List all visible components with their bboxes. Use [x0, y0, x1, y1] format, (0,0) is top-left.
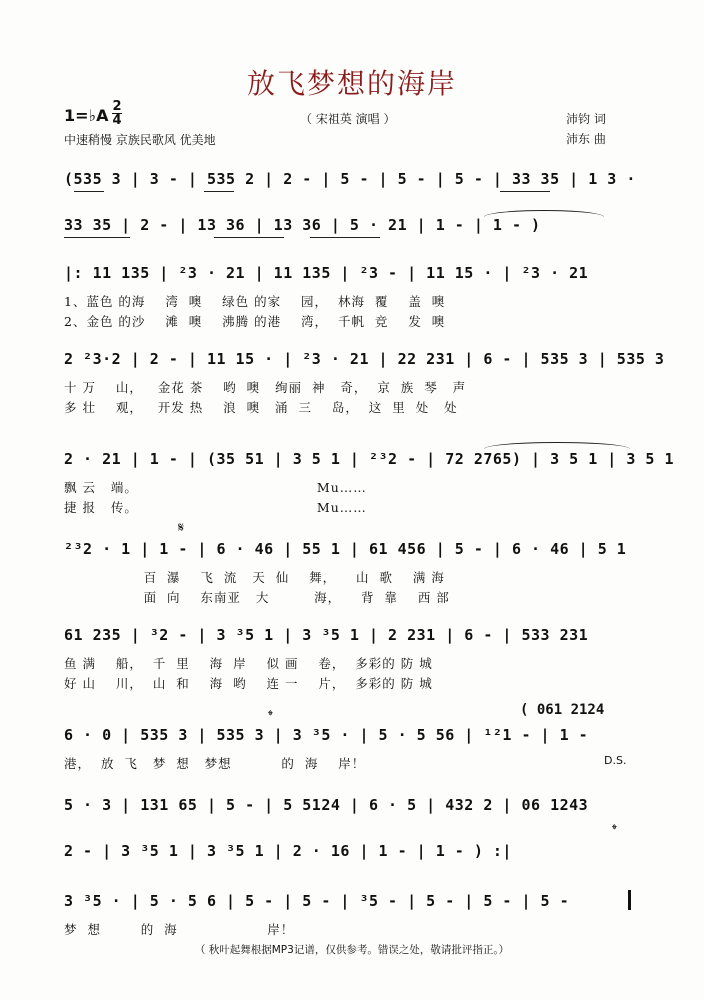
lyrics-verse-2: 多 壮 观， 开发 热 浪 噢 涌 三 岛， 这 里 处 处: [64, 400, 458, 415]
notation-line: (535 3 | 3 - | 535 2 | 2 - | 5 - | 5 - | 5 - | 33 35 | 1 3 ·: [64, 170, 636, 188]
tempo-marking: 中速稍慢 京族民歌风 优美地: [64, 133, 216, 147]
lyrics-verse-2: 面 向 东南亚 大 海， 背 靠 西 部: [64, 590, 450, 605]
coda-sign: 𝄌: [268, 708, 273, 724]
composer-credit: 沛东 曲: [566, 132, 606, 146]
notation-line: 6 · 0 | 535 3 | 535 3 | 3 ³5 · | 5 · 5 56 | ¹²1 - | 1 -: [64, 726, 589, 744]
footer-note: （ 秋叶起舞根据MP3记谱，仅供参考。错误之处，敬请批评指正。）: [194, 944, 510, 956]
lyrics-verse-1: 十 万 山， 金花 茶 哟 噢 绚丽 神 奇， 京 族 琴 声: [64, 380, 467, 395]
time-signature: [112, 100, 122, 127]
time-signature-top: 2: [112, 99, 122, 114]
lyrics-verse-2: 2、金色 的沙 滩 噢 沸腾 的港 湾， 千帆 竞 发 噢: [64, 314, 446, 329]
key-signature: 1=♭A: [64, 106, 109, 125]
singer-credit: （ 宋祖英 演唱 ）: [300, 112, 396, 126]
notation-line: 3 ³5 · | 5 · 5 6 | 5 - | 5 - | ³5 - | 5 - | 5 - | 5 -: [64, 892, 570, 910]
lyrics-verse-2: 捷 报 传。 Mu……: [64, 500, 367, 515]
lyricist-credit: 沛钧 词: [566, 112, 606, 126]
lyrics-verse-1: 鱼 满 船， 千 里 海 岸 似 画 卷， 多彩的 防 城: [64, 656, 433, 671]
lyrics-verse-1: 百 瀑 飞 流 天 仙 舞， 山 歌 满 海: [64, 570, 445, 585]
notation-line: 33 35 | 2 - | 13 36 | 13 36 | 5 · 21 | 1 - | 1 - ): [64, 216, 541, 234]
notation-line: 2 - | 3 ³5 1 | 3 ³5 1 | 2 · 16 | 1 - | 1 - ) :|: [64, 842, 512, 860]
pickup-notes: ( 061 2124: [520, 702, 605, 718]
lyrics-verse-1: 1、蓝色 的海 湾 噢 绿色 的家 园， 林海 覆 盖 噢: [64, 294, 446, 309]
song-title: 放飞梦想的海岸: [246, 67, 457, 100]
lyrics-verse-1: 飘 云 端。 Mu……: [64, 480, 367, 495]
notation-line: 2 · 21 | 1 - | (35 51 | 3 5 1 | ²³2 - | 72 2765) | 3 5 1 | 3 5 1: [64, 450, 674, 468]
coda-sign-2: 𝄌: [612, 822, 617, 838]
lyrics-line: 梦 想 的 海 岸！: [64, 922, 295, 937]
time-signature-bottom: 4: [112, 113, 122, 128]
lyrics-line: 港， 放 飞 梦 想 梦想 的 海 岸！: [64, 756, 366, 771]
notation-line: |: 11 135 | ²3 · 21 | 11 135 | ²3 - | 11 15 · | ²3 · 21: [64, 264, 589, 282]
notation-line: ²³2 · 1 | 1 - | 6 · 46 | 55 1 | 61 456 | 5 - | 6 · 46 | 5 1: [64, 540, 627, 558]
notation-line: 5 · 3 | 131 65 | 5 - | 5 5124 | 6 · 5 | 432 2 | 06 1243: [64, 796, 589, 814]
lyrics-verse-2: 好 山 川， 山 和 海 哟 连 一 片， 多彩的 防 城: [64, 676, 433, 691]
notation-line: 2 ²3·2 | 2 - | 11 15 · | ²3 · 21 | 22 231 | 6 - | 535 3 | 535 3: [64, 350, 665, 368]
notation-line: 61 235 | ³2 - | 3 ³5 1 | 3 ³5 1 | 2 231 | 6 - | 533 231: [64, 626, 589, 644]
dal-segno-marking: D.S.: [604, 754, 627, 767]
segno-sign: 𝄋: [178, 520, 185, 536]
